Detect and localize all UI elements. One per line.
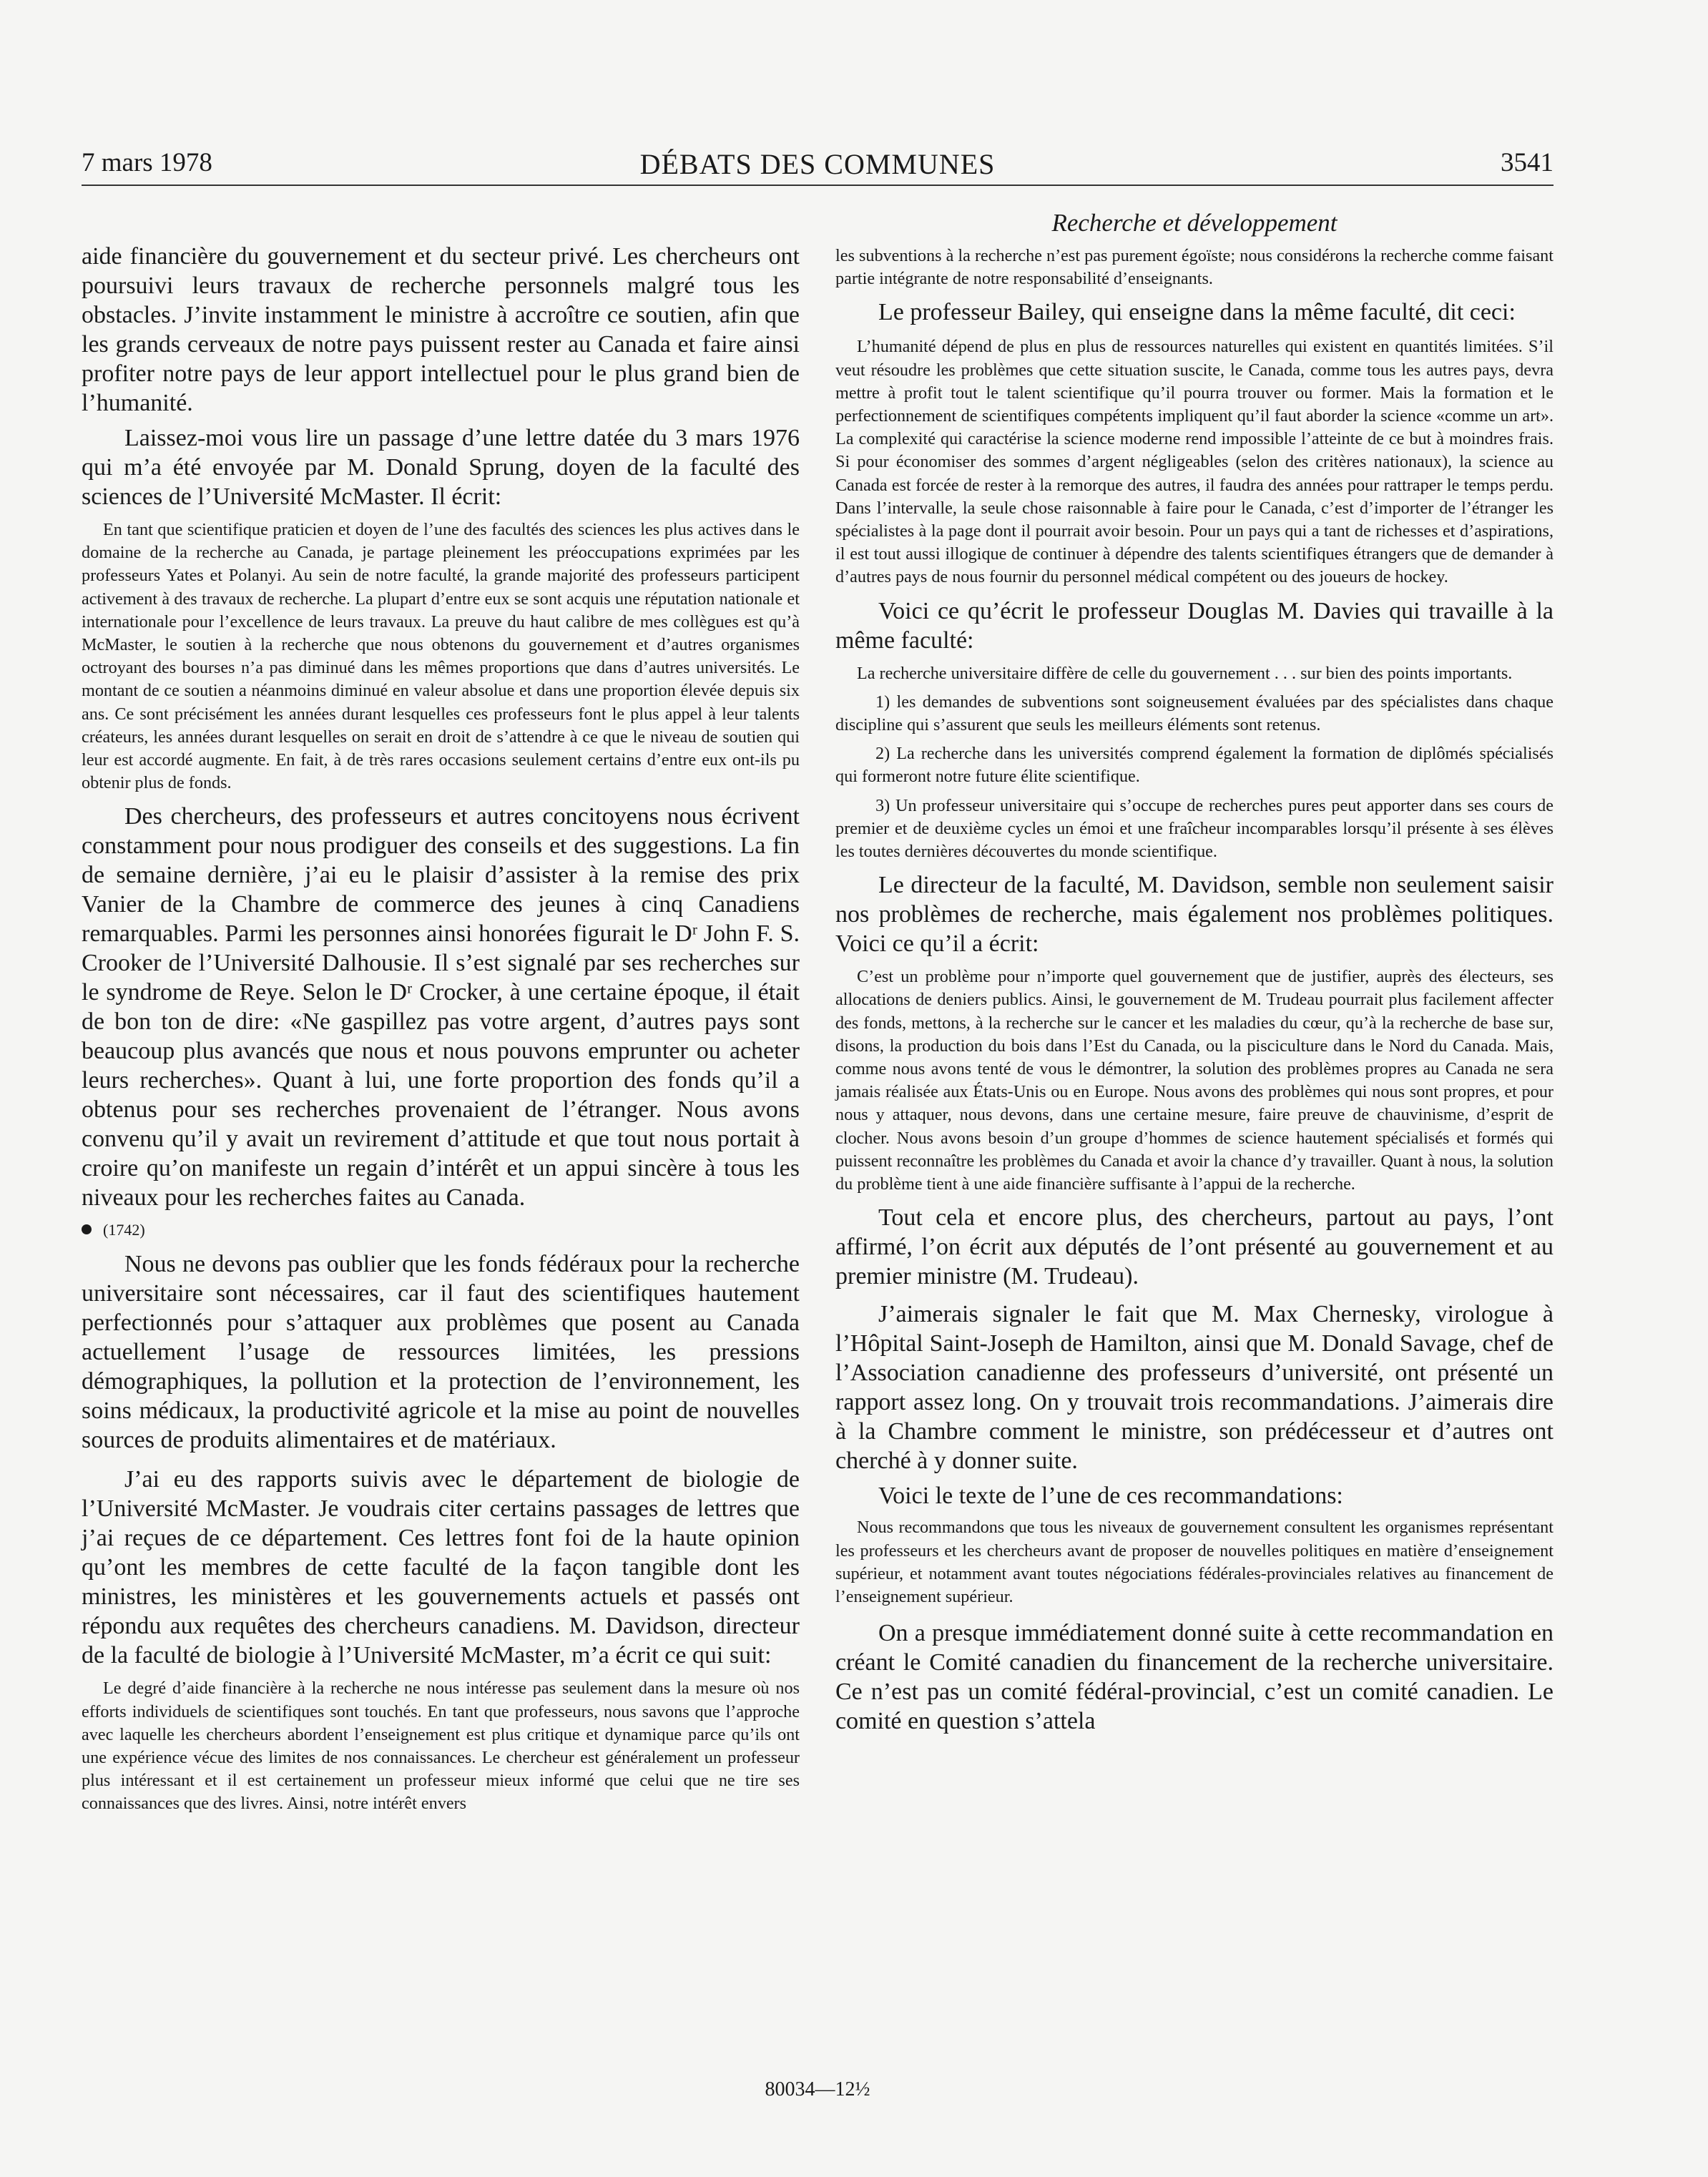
quoted-letter: Nous recommandons que tous les niveaux de gouvernement consultent les organismes représentant les professeurs et les chercheurs avant de proposer de nouvelles politiques en matière d’enseignement supérieur, et notamment avant toutes négociations fédérales-provinciales relatives au financement de l’enseignement supérieur.	[835, 1518, 1554, 1606]
header-title: DÉBATS DES COMMUNES	[639, 148, 996, 180]
speech-paragraph: Laissez-moi vous lire un passage d’une lettre datée du 3 mars 1976 qui m’a été envoyée par M. Donald Sprung, doyen de la faculté des sciences de l’Université McMaster. Il écrit:	[82, 425, 800, 510]
page-header	[82, 147, 1554, 183]
quoted-letter: C’est un problème pour n’importe quel gouvernement que de justifier, auprès des électeurs, ses allocations de deniers publics. Ainsi, le gouvernement de M. Trudeau pourrait plus facilement affecter des fonds, mettons, à la recherche sur le cancer et les maladies du cœur, qu’à la recherche de base sur, disons, la production du bois dans l’Est du Canada, ou la pisciculture dans le Nord du Canada. Mais, comme nous avons tenté de vous le démontrer, la solution des problèmes propres au Canada ne sera jamais réalisée aux États-Unis ou en Europe. Nous avons des problèmes qui nous sont propres, et pour nous y attaquer, nous devons, dans une certaine mesure, faire preuve de chauvinisme, d’esprit de clocher. Nous avons besoin d’un groupe d’hommes de science hautement spécialisés et formés qui puissent reconnaître les problèmes du Canada et avoir la chance d’y travailler. Quant à nous, la solution du problème tient à une aide financière suffisante à l’appui de la recherche.	[835, 967, 1554, 1194]
speech-paragraph: Le directeur de la faculté, M. Davidson, semble non seulement saisir nos problèmes de recherche, mais également nos problèmes politiques. Voici ce qu’il a écrit:	[835, 872, 1554, 958]
quoted-letter: L’humanité dépend de plus en plus de ressources naturelles qui existent en quantités limitées. S’il veut résoudre les problèmes que cette situation suscite, le Canada, comme tous les autres pays, devra mettre à profit tout le talent scientifique qu’il pourra trouver ou former. Mais la formation et le perfectionnement de scientifiques compétents impliquent qu’il faut aborder la science «comme un art». La complexité qui caractérise la science moderne rend impossible l’atteinte de ce but à moindres frais. Si pour économiser des sommes d’argent négligeables (selon des critères nationaux), la science au Canada est forcée de rester à la remorque des autres, il faudra des années pour rattraper le temps perdu. Dans l’intervalle, la seule chose raisonnable à faire pour le Canada, c’est d’importer de l’étranger les spécialistes à la page dont il pourrait avoir besoin. Pour un pays qui a tant de richesses et d’aspirations, il est tout aussi illogique de continuer à dépendre des talents scientifiques étrangers que de demander à d’autres pays de nous fournir du personnel médical compétent ou des joueurs de hockey.	[835, 337, 1554, 587]
numbered-point: 2) La recherche dans les universités comprend également la formation de diplômés spécialisés qui formeront notre future élite scientifique.	[835, 744, 1554, 787]
numbered-point: 3) Un professeur universitaire qui s’occupe de recherches pures peut apporter dans ses cours de premier et de deuxième cycles un émoi et une fraîcheur incomparables lorsqu’il présente à ses élèves les toutes dernières découvertes du monde scientifique.	[835, 795, 1554, 862]
speech-paragraph: Le professeur Bailey, qui enseigne dans la même faculté, dit ceci:	[878, 299, 1516, 326]
speech-paragraph: J’ai eu des rapports suivis avec le département de biologie de l’Université McMaster. Je voudrais citer certains passages de lettres que j’ai reçues de ce département. Ces lettres font foi de la haute opinion qu’ont les membres de cette faculté de la façon tangible dont les ministres, les ministères et les gouvernements actuels et passés ont répondu aux requêtes des chercheurs canadiens. M. Davidson, directeur de la faculté de biologie à l’Université McMaster, m’a écrit ce qui suit:	[82, 1466, 800, 1669]
speech-paragraph: On a presque immédiatement donné suite à cette recommandation en créant le Comité canadien du financement de la recherche universitaire. Ce n’est pas un comité fédéral-provincial, c’est un comité canadien. Le comité en question s’attela	[835, 1620, 1554, 1735]
speech-paragraph: Voici le texte de l’une de ces recommandations:	[878, 1483, 1343, 1510]
time-marker-label: (1742)	[103, 1221, 145, 1239]
speech-paragraph: aide financière du gouvernement et du secteur privé. Les chercheurs ont poursuivi leurs travaux de recherche personnels malgré tous les obstacles. J’invite instamment le ministre à accroître ce soutien, afin que les grands cerveaux de notre pays puissent rester au Canada et faire ainsi profiter notre pays de leur apport intellectuel pour le plus grand bien de l’humanité.	[82, 243, 800, 416]
quoted-letter: Le degré d’aide financière à la recherche ne nous intéresse pas seulement dans la mesure où nos efforts individuels de scientifiques sont touchés. En tant que professeurs, nous savons que l’approche avec laquelle les chercheurs abordent l’enseignement est plus critique et dynamique parce qu’ils ont une expérience vécue des limites de nos connaissances. Le chercheur est généralement un professeur plus intéressant et il est certainement un professeur mieux informé que celui que ne tire ses connaissances que des livres. Ainsi, notre intérêt envers	[82, 1679, 800, 1814]
speech-paragraph: Tout cela et encore plus, des chercheurs, partout au pays, l’ont affirmé, l’on écrit aux députés de l’ont présenté au gouvernement et au premier ministre (M. Trudeau).	[835, 1204, 1554, 1290]
speech-paragraph: Nous ne devons pas oublier que les fonds fédéraux pour la recherche universitaire sont nécessaires, car il faut des scientifiques hautement perfectionnés pour s’attaquer aux problèmes que posent au Canada actuellement l’usage de ressources limitées, les pressions démographiques, la pollution et la protection de l’environnement, les soins médicaux, la productivité agricole et la mise au point de nouvelles sources de produits alimentaires et de matériaux.	[82, 1251, 800, 1454]
quoted-letter: La recherche universitaire diffère de celle du gouvernement . . . sur bien des points importants.	[857, 663, 1513, 683]
left-column	[82, 242, 800, 1816]
header-rule	[82, 185, 1554, 186]
bullet-icon	[82, 1224, 92, 1234]
quoted-letter-continued: les subventions à la recherche n’est pas purement égoïste; nous considérons la recherche comme faisant partie intégrante de notre responsabilité d’enseignants.	[835, 246, 1554, 289]
quoted-letter: En tant que scientifique praticien et doyen de l’une des facultés des sciences les plus actives dans le domaine de la recherche au Canada, je partage pleinement les préoccupations exprimées par les professeurs Yates et Polanyi. Au sein de notre faculté, la grande majorité des professeurs participent activement à des travaux de recherche. La plupart d’entre eux se sont acquis une réputation nationale et internationale pour l’excellence de leurs travaux. La preuve du haut calibre de mes collègues est qu’à McMaster, le soutien à la recherche que nous obtenons du gouvernement et d’autres organismes octroyant des bourses n’a pas diminué dans les mêmes proportions que dans d’autres universités. Le montant de ce soutien a néanmoins diminué en valeur absolue et dans une proportion élevée depuis six ans. Ce sont précisément les années durant lesquelles ces professeurs font le plus appel à leur talents créateurs, les années durant lesquelles on serait en droit de s’attendre à ce que le niveau de soutien qui leur est accordé augmente. En fait, à de très rares occasions seulement certains d’entre eux ont-ils pu obtenir plus de fonds.	[82, 520, 800, 793]
right-column	[835, 242, 1554, 1736]
section-title: Recherche et développement	[1051, 209, 1338, 237]
numbered-point: 1) les demandes de subventions sont soigneusement évaluées par des spécialistes dans chaque discipline qui s’assurent que seuls les meilleurs éléments sont retenus.	[835, 692, 1554, 735]
speech-paragraph: J’aimerais signaler le fait que M. Max Chernesky, virologue à l’Hôpital Saint-Joseph de Hamilton, ainsi que M. Donald Savage, chef de l’Association canadienne des professeurs d’université, ont présenté un rapport assez long. On y trouvait trois recommandations. J’aimerais dire à la Chambre comment le ministre, son prédécesseur et d’autres ont cherché à y donner suite.	[835, 1301, 1554, 1475]
speech-paragraph: Voici ce qu’écrit le professeur Douglas M. Davies qui travaille à la même faculté:	[835, 597, 1554, 654]
time-marker	[82, 1218, 800, 1242]
header-page-number: 3541	[1501, 148, 1554, 177]
header-date: 7 mars 1978	[82, 148, 212, 177]
print-code: 80034—12½	[765, 2078, 870, 2100]
speech-paragraph: Des chercheurs, des professeurs et autres concitoyens nous écrivent constamment pour nous prodiguer des conseils et des suggestions. La fin de semaine dernière, j’ai eu le plaisir d’assister à la remise des prix Vanier de la Chambre de commerce des jeunes à cinq Canadiens remarquables. Parmi les personnes ainsi honorées figurait le Dʳ John F. S. Crooker de l’Université Dalhousie. Il s’est signalé par ses recherches sur le syndrome de Reye. Selon le Dʳ Crocker, à une certaine époque, il était de bon ton de dire: «Ne gaspillez pas votre argent, d’autres pays sont beaucoup plus avancés que nous et nous pouvons emprunter ou acheter leurs recherches». Quant à lui, une forte proportion des fonds qu’il a obtenus pour ses recherches provenaient de l’étranger. Nous avons convenu qu’il y avait un revirement d’attitude et que tout nous portait à croire qu’on manifeste un regain d’intérêt et un appui sincère à tous les niveaux pour les recherches faites au Canada.	[82, 803, 800, 1212]
